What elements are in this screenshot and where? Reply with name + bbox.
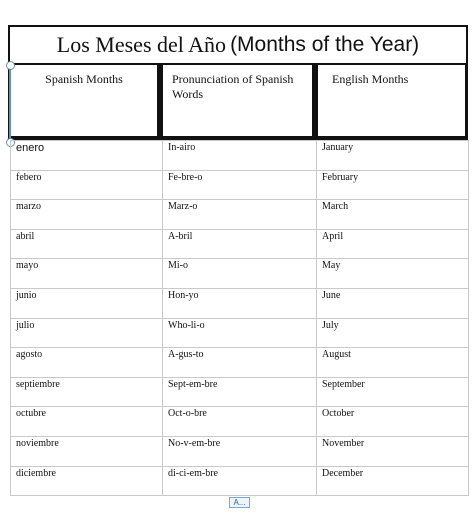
table-row [11, 200, 469, 230]
english-month-cell[interactable]: June [317, 288, 469, 318]
pronunciation-cell[interactable]: Sept-em-bre [163, 377, 317, 407]
english-month-cell[interactable]: July [317, 318, 469, 348]
months-table [10, 140, 469, 496]
pronunciation-cell[interactable]: di-ci-em-bre [163, 466, 317, 496]
spanish-month-cell[interactable]: noviembre [11, 436, 163, 466]
table-row [11, 141, 469, 171]
table-row [11, 318, 469, 348]
table-row [11, 229, 469, 259]
header-english-months: English Months [315, 65, 468, 140]
spanish-month-cell[interactable]: julio [11, 318, 163, 348]
spanish-month-cell[interactable]: junio [11, 288, 163, 318]
pronunciation-cell[interactable]: No-v-em-bre [163, 436, 317, 466]
header-pronunciation: Pronunciation of Spanish Words [160, 65, 315, 140]
spanish-month-cell[interactable]: abril [11, 229, 163, 259]
pronunciation-cell[interactable]: Fe-bre-o [163, 170, 317, 200]
resize-handle-top[interactable] [6, 61, 15, 70]
table-header-row [8, 65, 468, 140]
spanish-month-cell[interactable]: mayo [11, 259, 163, 289]
document-title [8, 25, 468, 65]
english-month-cell[interactable]: April [317, 229, 469, 259]
header-spanish-months: Spanish Months [8, 65, 160, 140]
pronunciation-cell[interactable]: A-gus-to [163, 348, 317, 378]
table-row [11, 348, 469, 378]
english-month-cell[interactable]: September [317, 377, 469, 407]
resize-guide-line [9, 65, 11, 143]
spanish-month-cell[interactable]: febero [11, 170, 163, 200]
english-month-cell[interactable]: December [317, 466, 469, 496]
english-month-cell[interactable]: August [317, 348, 469, 378]
pronunciation-cell[interactable]: A-bril [163, 229, 317, 259]
pronunciation-cell[interactable]: Marz-o [163, 200, 317, 230]
english-month-cell[interactable]: November [317, 436, 469, 466]
title-english: (Months of the Year) [230, 33, 420, 56]
table-row [11, 259, 469, 289]
pronunciation-cell[interactable]: Hon-yo [163, 288, 317, 318]
table-row [11, 466, 469, 496]
spanish-month-cell[interactable]: octubre [11, 407, 163, 437]
table-row [11, 288, 469, 318]
english-month-cell[interactable]: May [317, 259, 469, 289]
pronunciation-cell[interactable]: Who-li-o [163, 318, 317, 348]
table-row [11, 407, 469, 437]
spanish-month-cell[interactable]: diciembre [11, 466, 163, 496]
spanish-month-cell[interactable]: marzo [11, 200, 163, 230]
spanish-month-cell[interactable]: septiembre [11, 377, 163, 407]
table-row [11, 170, 469, 200]
spanish-month-cell[interactable]: agosto [11, 348, 163, 378]
table-row [11, 377, 469, 407]
english-month-cell[interactable]: October [317, 407, 469, 437]
pronunciation-cell[interactable]: In-airo [163, 141, 317, 171]
english-month-cell[interactable]: January [317, 141, 469, 171]
anchor-marker[interactable]: A... [229, 497, 250, 508]
english-month-cell[interactable]: March [317, 200, 469, 230]
pronunciation-cell[interactable]: Oct-o-bre [163, 407, 317, 437]
spanish-month-cell[interactable]: enero [11, 141, 163, 171]
pronunciation-cell[interactable]: Mi-o [163, 259, 317, 289]
title-spanish: Los Meses del Año [56, 32, 227, 57]
english-month-cell[interactable]: February [317, 170, 469, 200]
table-row [11, 436, 469, 466]
